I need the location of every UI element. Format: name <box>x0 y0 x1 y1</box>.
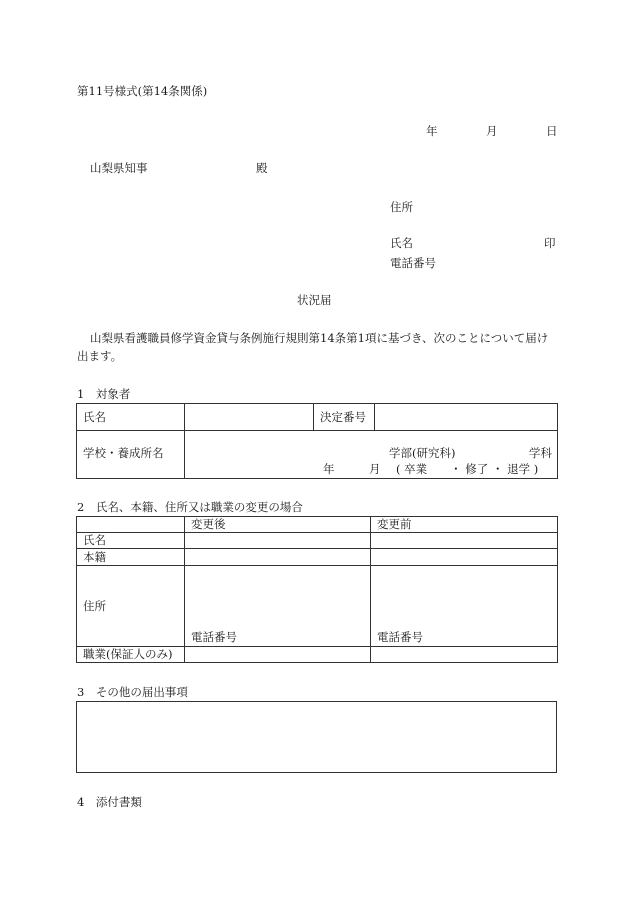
body-text-line-1: 山梨県看護職員修学資金貸与条例施行規則第14条第1項に基づき、次のことについて届け <box>90 331 549 345</box>
other-notifications-box[interactable] <box>76 701 557 773</box>
section2-heading: 2 氏名、本籍、住所又は職業の変更の場合 <box>77 500 303 514</box>
occupation-after-field[interactable] <box>185 647 371 663</box>
decision-number-field[interactable] <box>375 404 558 431</box>
domicile-before-field[interactable] <box>371 549 558 566</box>
applicant-address-label: 住所 <box>390 200 413 214</box>
status-month-label: 月 <box>369 461 381 476</box>
name-before-field[interactable] <box>371 533 558 549</box>
addressee: 山梨県知事 <box>90 161 148 175</box>
address-after-field[interactable] <box>185 566 371 647</box>
school-name-label: 学校・養成所名 <box>77 431 185 479</box>
applicant-phone-label: 電話番号 <box>390 256 436 270</box>
row-label-name: 氏名 <box>77 533 185 549</box>
seal-label: 印 <box>544 236 556 250</box>
phone-before-label: 電話番号 <box>377 630 423 644</box>
name-after-field[interactable] <box>185 533 371 549</box>
address-before-field[interactable] <box>371 566 558 647</box>
subject-table <box>76 403 558 479</box>
row-label-domicile: 本籍 <box>77 549 185 566</box>
row-label-occupation: 職業(保証人のみ) <box>77 647 185 663</box>
date-day-label: 日 <box>546 124 558 138</box>
occupation-before-field[interactable] <box>371 647 558 663</box>
department-label: 学科 <box>529 445 552 460</box>
school-info-cell[interactable] <box>185 431 558 479</box>
body-text-line-2: 出ます。 <box>77 349 123 363</box>
honorific: 殿 <box>256 161 268 175</box>
row-label-address: 住所 <box>77 566 185 647</box>
before-change-header: 変更前 <box>371 517 558 533</box>
change-table <box>76 516 558 663</box>
document-title: 状況届 <box>297 293 332 307</box>
date-month-label: 月 <box>486 124 498 138</box>
subject-name-label: 氏名 <box>77 404 185 431</box>
applicant-name-label: 氏名 <box>390 236 413 250</box>
section3-heading: 3 その他の届出事項 <box>77 685 188 699</box>
section1-heading: 1 対象者 <box>77 387 131 401</box>
section4-heading: 4 添付書類 <box>77 795 142 809</box>
status-year-label: 年 <box>323 461 335 476</box>
decision-number-label: 決定番号 <box>314 404 375 431</box>
date-year-label: 年 <box>426 124 438 138</box>
after-change-header: 変更後 <box>185 517 371 533</box>
form-number: 第11号様式(第14条関係) <box>77 84 208 98</box>
subject-name-field[interactable] <box>185 404 314 431</box>
faculty-label: 学部(研究科) <box>389 445 456 460</box>
graduation-status-options: ( 卒業 ・ 修了 ・ 退学 ) <box>396 461 539 476</box>
change-header-blank <box>77 517 185 533</box>
phone-after-label: 電話番号 <box>191 630 237 644</box>
domicile-after-field[interactable] <box>185 549 371 566</box>
